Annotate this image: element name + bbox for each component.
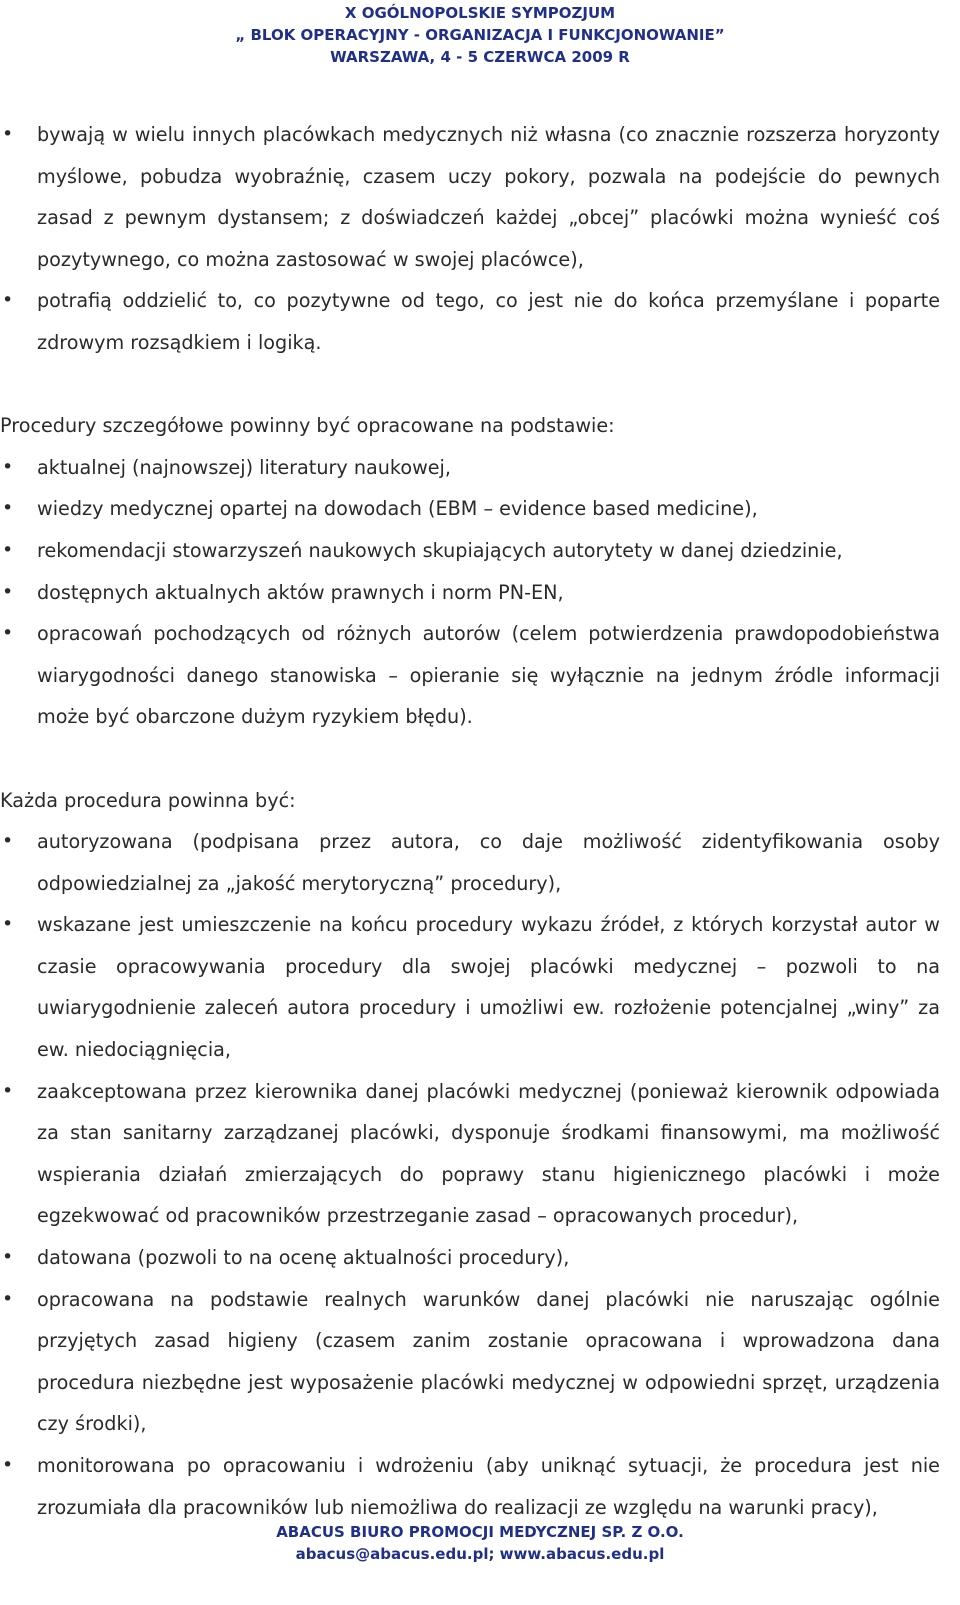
list-item-text: opracowana na podstawie realnych warunków danej placówki nie naruszając ogólnie przyjętych zasad higieny (czasem zanim zostanie opracowana i wprowadzona dana procedura niezbędne jest wyposażenie placówki medycznej w odpowiedni sprzęt, urządzenia czy środki),: [37, 1287, 940, 1436]
contact-info: abacus@abacus.edu.pl; www.abacus.edu.pl: [295, 1545, 665, 1563]
list-item-text: bywają w wielu innych placówkach medycznych niż własna (co znacznie rozszerza horyzonty myślowe, pobudza wyobraźnię, czasem uczy pokory, pozwala na podejście do pewnych zasad z pewnym dystansem; z doświadczeń każdej „obcej” placówki można wynieść coś pozytywnego, co można zastosować w swojej placówce),: [37, 123, 940, 271]
bullet-icon: •: [2, 123, 14, 145]
document-body: [0, 114, 940, 1528]
list-item-text: potrafią oddzielić to, co pozytywne od tego, co jest nie do końca przemyślane i poparte zdrowym rozsądkiem i logiką.: [37, 289, 940, 354]
section-continuation: [0, 114, 940, 364]
list-item: [0, 613, 940, 738]
company-name: ABACUS BIURO PROMOCJI MEDYCZNEJ SP. Z O.O.: [276, 1523, 684, 1541]
bullet-list: [0, 447, 940, 738]
list-item: [0, 572, 940, 614]
symposium-title: X OGÓLNOPOLSKIE SYMPOZJUM: [344, 4, 616, 22]
bullet-icon: •: [2, 1287, 14, 1310]
list-item-text: wskazane jest umieszczenie na końcu procedury wykazu źródeł, z których korzystał autor w czasie opracowywania procedury dla swojej placówki medycznej – pozwoli to na uwiarygodnienie zaleceń autora procedury i umożliwi ew. rozłożenie potencjalnej „winy” za ew. niedociągnięcia,: [37, 913, 940, 1062]
paragraph-intro: Każda procedura powinna być:: [0, 788, 296, 812]
bullet-icon: •: [2, 580, 14, 603]
section-procedure-requirements: [0, 780, 940, 1529]
list-item-text: opracowań pochodzących od różnych autorów (celem potwierdzenia prawdopodobieństwa wiarygodności danego stanowiska – opieranie się wyłącznie na jednym źródle informacji może być obarczone dużym ryzykiem błędu).: [37, 622, 940, 729]
list-item: [0, 904, 940, 1070]
list-item-text: monitorowana po opracowaniu i wdrożeniu (aby uniknąć sytuacji, że procedura jest nie zrozumiała dla pracowników lub niemożliwa do realizacji ze względu na warunki pracy),: [37, 1454, 940, 1519]
list-item: [0, 447, 940, 489]
list-item-text: dostępnych aktualnych aktów prawnych i norm PN-EN,: [37, 580, 564, 604]
list-item: [0, 530, 940, 572]
bullet-icon: •: [2, 1079, 14, 1102]
list-item: [0, 114, 940, 280]
list-item-text: rekomendacji stowarzyszeń naukowych skupiających autorytety w danej dziedzinie,: [37, 538, 843, 562]
bullet-icon: •: [2, 1246, 14, 1269]
bullet-icon: •: [2, 538, 14, 561]
bullet-icon: •: [2, 497, 14, 520]
list-item: [0, 1445, 940, 1528]
page-header: [0, 2, 960, 68]
bullet-icon: •: [2, 622, 14, 645]
list-item: [0, 1237, 940, 1279]
list-item-text: zaakceptowana przez kierownika danej placówki medycznej (ponieważ kierownik odpowiada za stan sanitarny zarządzanej placówki, dysponuje środkami finansowymi, ma możliwość wspierania działań zmierzających do poprawy stanu higienicznego placówki i może egzekwować od pracowników przestrzeganie zasad – opracowanych procedur),: [37, 1079, 940, 1228]
list-item: [0, 821, 940, 904]
list-item: [0, 1071, 940, 1237]
bullet-icon: •: [2, 830, 14, 853]
bullet-list: [0, 114, 940, 364]
bullet-list: [0, 821, 940, 1528]
bullet-icon: •: [2, 455, 14, 478]
list-item: [0, 488, 940, 530]
page-footer: [0, 1521, 960, 1565]
bullet-icon: •: [2, 1454, 14, 1476]
list-item-text: aktualnej (najnowszej) literatury naukowej,: [37, 455, 451, 479]
bullet-icon: •: [2, 913, 14, 936]
list-item-text: wiedzy medycznej opartej na dowodach (EBM – evidence based medicine),: [37, 497, 758, 521]
bullet-icon: •: [2, 289, 14, 312]
list-item: [0, 1279, 940, 1445]
list-item-text: autoryzowana (podpisana przez autora, co daje możliwość zidentyfikowania osoby odpowiedzialnej za „jakość merytoryczną” procedury),: [37, 830, 940, 895]
paragraph-intro: Procedury szczegółowe powinny być opracowane na podstawie:: [0, 414, 615, 438]
symposium-subtitle: „ BLOK OPERACYJNY - ORGANIZACJA I FUNKCJONOWANIE”: [235, 26, 725, 44]
section-procedure-basis: [0, 405, 940, 738]
list-item-text: datowana (pozwoli to na ocenę aktualności procedury),: [37, 1246, 570, 1270]
list-item: [0, 280, 940, 363]
symposium-date: WARSZAWA, 4 - 5 CZERWCA 2009 R: [330, 48, 630, 66]
